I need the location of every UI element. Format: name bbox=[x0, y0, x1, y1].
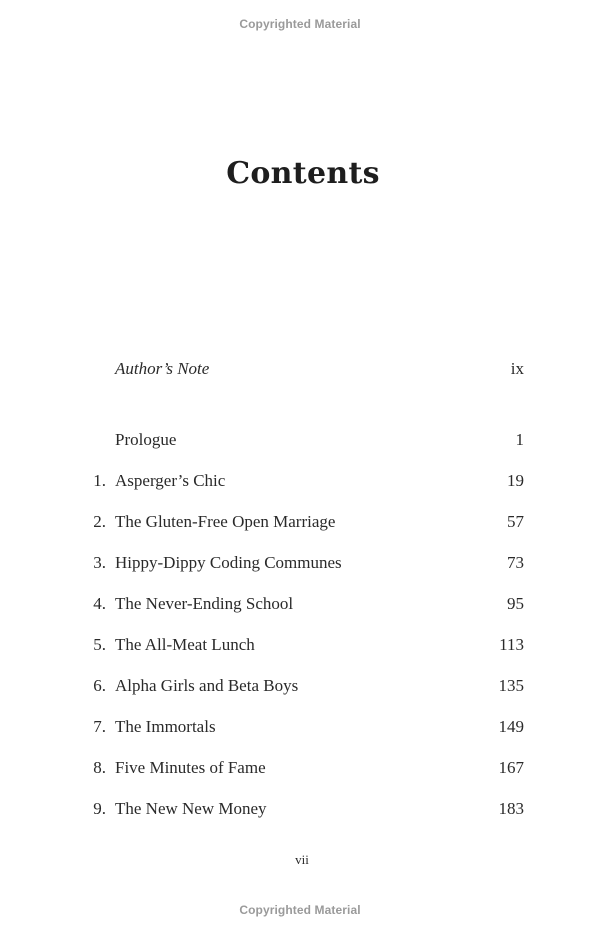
chapter-title: Five Minutes of Fame bbox=[115, 758, 266, 777]
toc-entry-chapter-8 bbox=[0, 756, 600, 780]
chapter-title: Prologue bbox=[115, 430, 177, 449]
chapter-number: 2. bbox=[93, 512, 106, 531]
toc-entry-chapter-1 bbox=[0, 469, 600, 493]
chapter-number: 5. bbox=[93, 635, 106, 654]
page-number: 57 bbox=[507, 512, 524, 531]
toc-entry-chapter-4 bbox=[0, 592, 600, 616]
chapter-number: 3. bbox=[93, 553, 106, 572]
page-number: 183 bbox=[498, 799, 524, 818]
chapter-number: 7. bbox=[93, 717, 106, 736]
chapter-title: The New New Money bbox=[115, 799, 267, 818]
toc-entry-chapter-3 bbox=[0, 551, 600, 575]
copyright-watermark-bottom: Copyrighted Material bbox=[239, 903, 361, 917]
folio-page-number: vii bbox=[295, 852, 309, 867]
chapter-number: 4. bbox=[93, 594, 106, 613]
page-number: ix bbox=[510, 359, 524, 378]
page-number: 19 bbox=[507, 471, 524, 490]
page-number: 1 bbox=[515, 430, 524, 449]
page-number: 149 bbox=[498, 717, 524, 736]
chapter-title: The All-Meat Lunch bbox=[115, 635, 255, 654]
chapter-title: The Immortals bbox=[115, 717, 216, 736]
chapter-title: Asperger’s Chic bbox=[115, 471, 226, 490]
page-number: 135 bbox=[498, 676, 524, 695]
chapter-title: The Gluten-Free Open Marriage bbox=[115, 512, 336, 531]
chapter-number: 9. bbox=[93, 799, 106, 818]
toc-entry-chapter-5 bbox=[0, 633, 600, 657]
chapter-title: Alpha Girls and Beta Boys bbox=[115, 676, 299, 695]
toc-entry-chapter-2 bbox=[0, 510, 600, 534]
toc-entry-chapter-9 bbox=[0, 797, 600, 821]
chapter-number: 1. bbox=[93, 471, 106, 490]
page-number: 167 bbox=[498, 758, 524, 777]
page-number: 95 bbox=[507, 594, 524, 613]
chapter-number: 8. bbox=[93, 758, 106, 777]
page-title: Contents bbox=[226, 156, 380, 191]
toc-entry-authors-note bbox=[0, 357, 600, 381]
copyright-watermark-top: Copyrighted Material bbox=[239, 17, 361, 31]
page-number: 113 bbox=[499, 635, 524, 654]
page-number: 73 bbox=[507, 553, 524, 572]
chapter-title: Hippy-Dippy Coding Communes bbox=[115, 553, 342, 572]
chapter-number: 6. bbox=[93, 676, 106, 695]
chapter-title: Author’s Note bbox=[115, 359, 210, 378]
toc-entry-chapter-7 bbox=[0, 715, 600, 739]
toc-entry-prologue bbox=[0, 428, 600, 452]
chapter-title: The Never-Ending School bbox=[115, 594, 294, 613]
toc-entry-chapter-6 bbox=[0, 674, 600, 698]
